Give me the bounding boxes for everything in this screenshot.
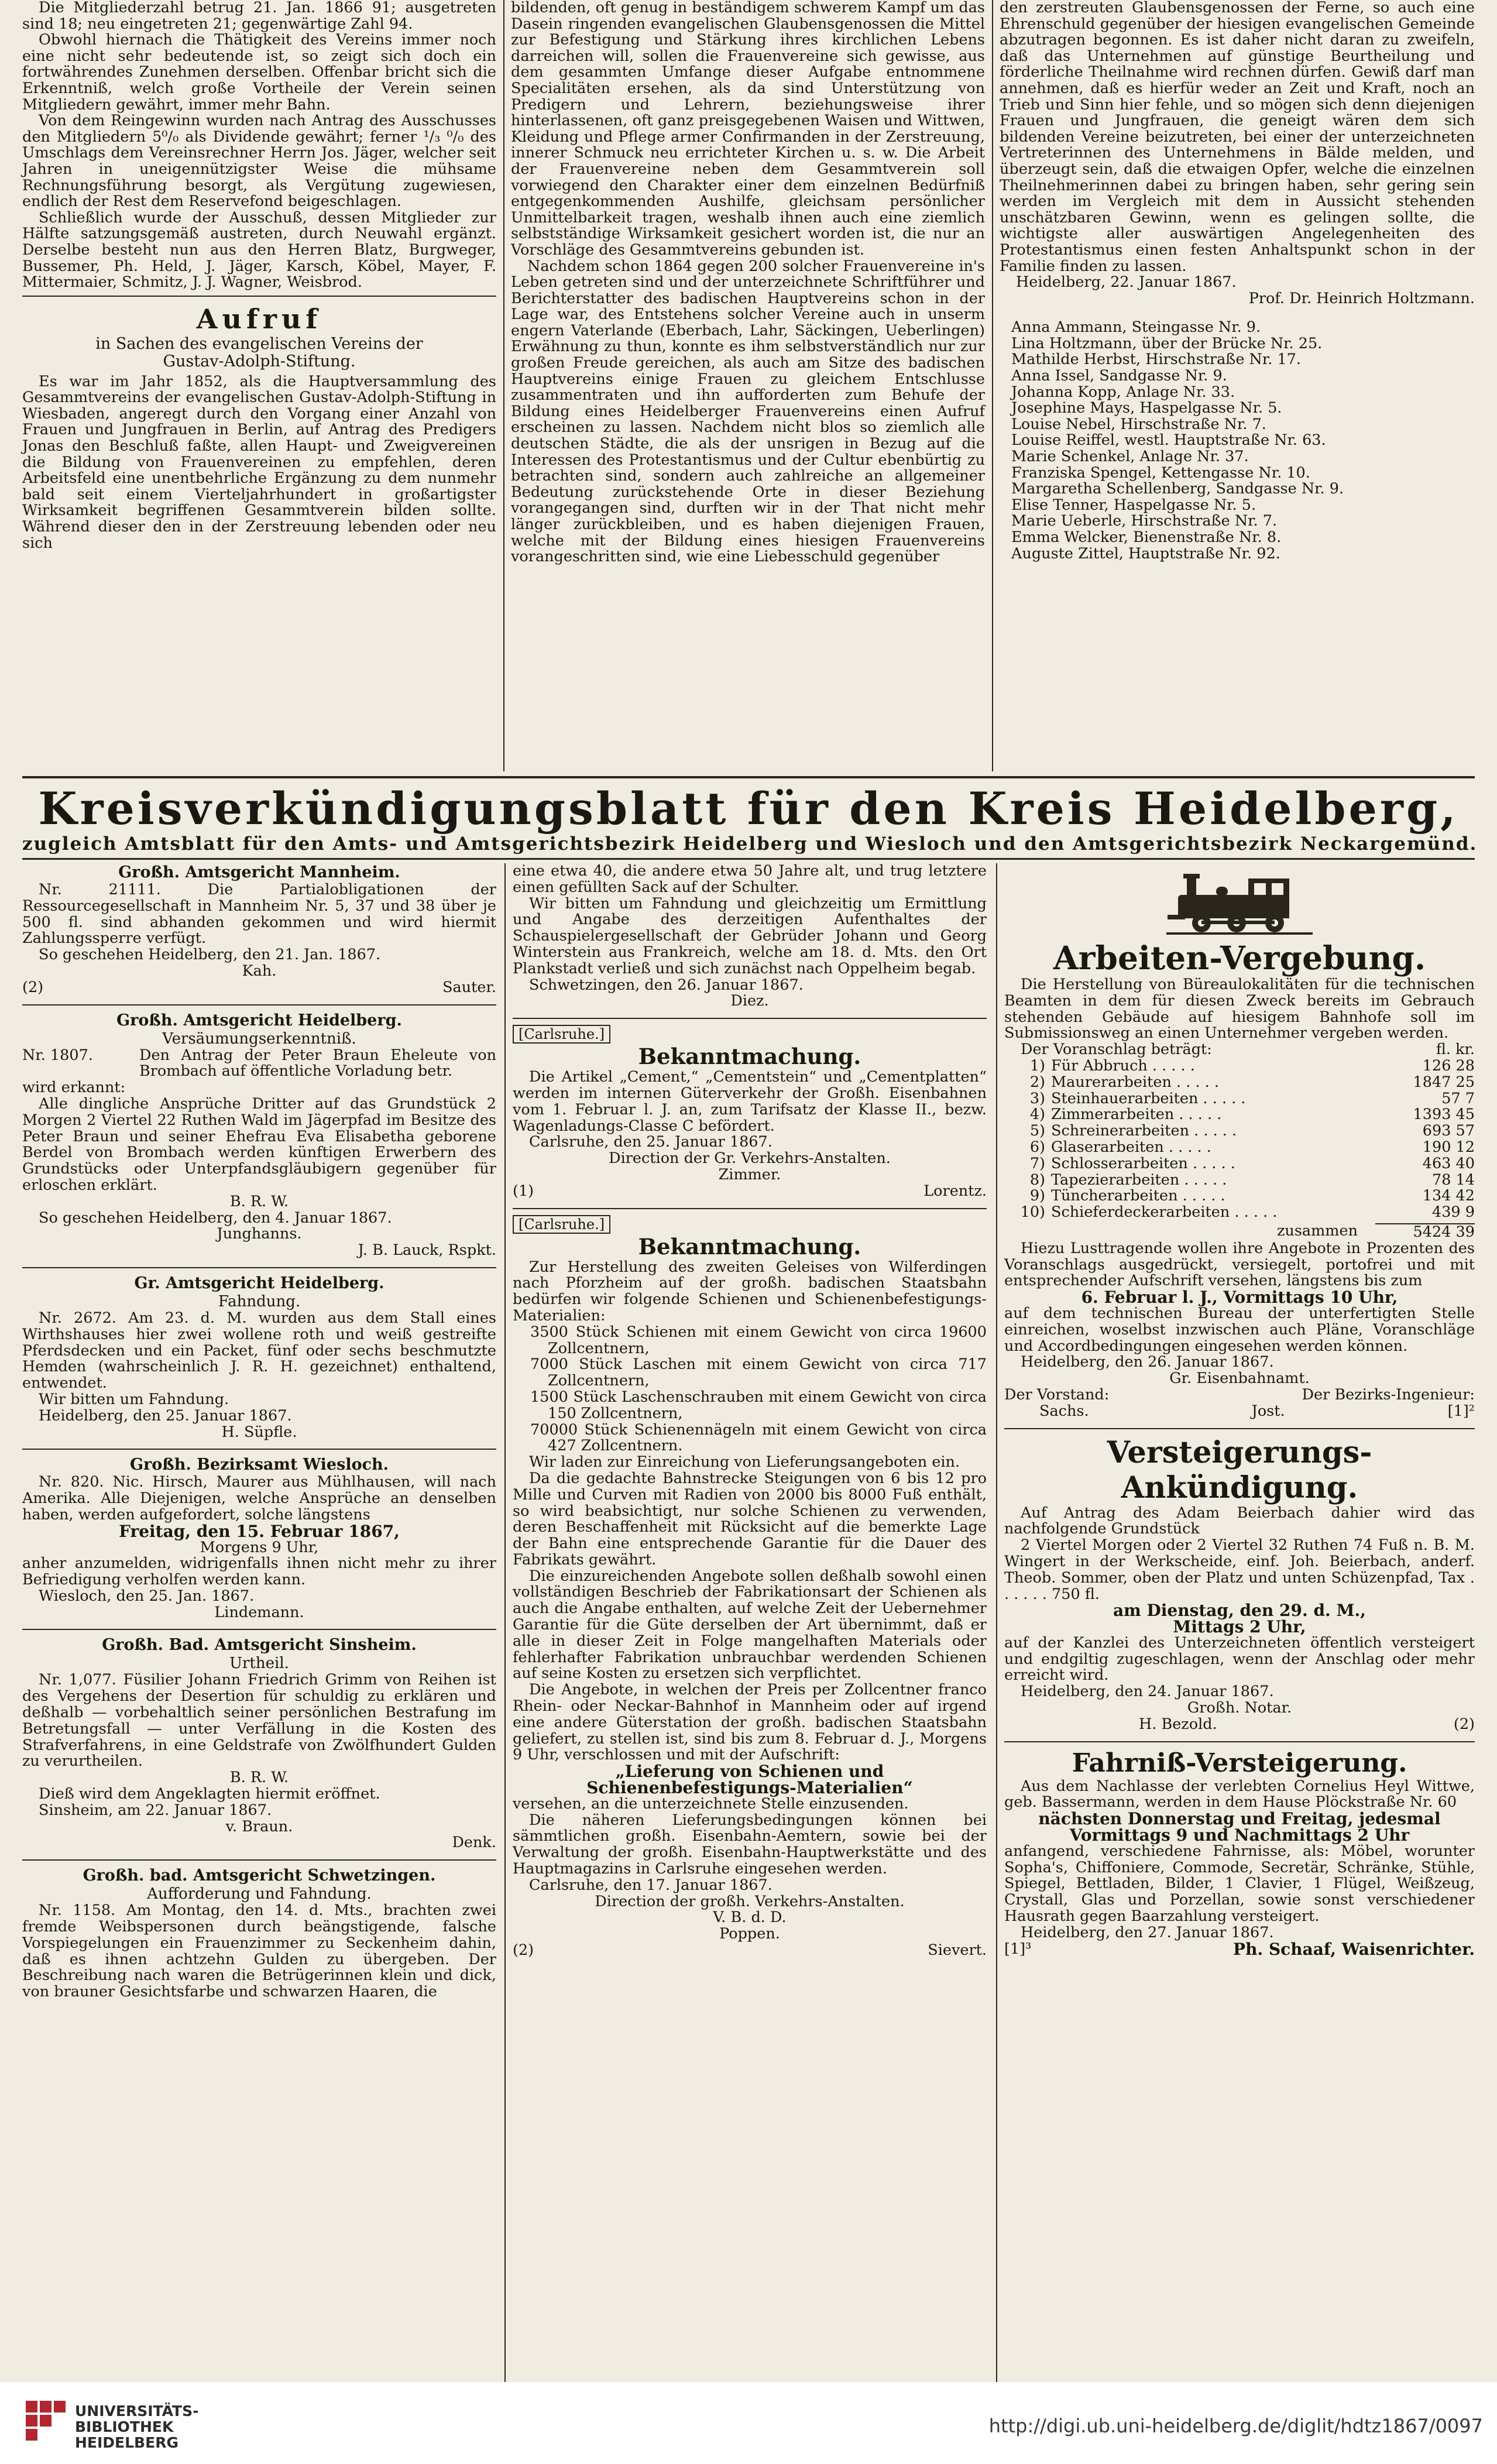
notice-text: Nr. 1,077. Füsilier Johann Friedrich Grimm von Reihen ist des Vergehens der Desertion für schuldig zu erklären und deßhalb — vorbehaltlich seiner persönlichen Bestrafung im Betretungsfall — unter Verfällung in die Kosten des Strafverfahrens, in eine Geldstrafe von Zwölfhundert Gulden zu verurtheilen. [22, 1671, 496, 1770]
aufruf-heading: Aufruf [196, 303, 322, 335]
notice-heading: Gr. Amtsgericht Heidelberg. [134, 1274, 384, 1292]
signatory-entry: Margaretha Schellenberg, Sandgasse Nr. 9. [1011, 480, 1344, 498]
notice-place-box: [Carlsruhe.] [513, 1215, 610, 1234]
notice-subheading: Aufforderung und Fahndung. [147, 1885, 372, 1903]
cost-table-header [1004, 1042, 1475, 1058]
cost-row-value: 439 9 [1431, 1203, 1475, 1221]
notice-signature: v. Braun. [225, 1817, 293, 1835]
notice-text: Nr. 2672. Am 23. d. M. wurden aus dem Stall eines Wirthshauses hier zwei wollene roth und weiß gestreifte Pferdsdecken und ein Packet, fünf oder sechs beschmutzte Hemden (wahrscheinlich J. R. H. gezeichnet) enthaltend, entwendet. [22, 1309, 496, 1392]
ad-versteigerung [1004, 1435, 1475, 1733]
notice-text: Wir laden zur Einreichung von Lieferungsangeboten ein. [529, 1453, 960, 1471]
cost-row [1004, 1091, 1475, 1107]
cost-total-row [1004, 1223, 1475, 1241]
notice-schwetzingen [22, 1866, 496, 2000]
notice-text: Alle dingliche Ansprüche Dritter auf das Grundstück 2 Morgen 2 Viertel 22 Ruthen Wald im Jägerpfad im Besitze des Peter Braun und seiner Ehefrau Eva Elisabetha geborene Berdel von Brombach werden künftigen Erwerbern des Grundstücks oder Unterpfandsgläubigern gegenüber für erloschen erklärt. [22, 1094, 496, 1194]
ad-number: (2) [1453, 1715, 1475, 1733]
bottom-column-2 [513, 863, 987, 1967]
divider [22, 1449, 496, 1450]
cost-row [1004, 1188, 1475, 1204]
notice-inscription: „Lieferung von Schienen und Schienenbefestigungs-Materialien“ [586, 1762, 913, 1798]
signatory-entry: Josephine Mays, Haspelgasse Nr. 5. [1011, 399, 1282, 417]
signatory-entry: Marie Schenkel, Anlage Nr. 37. [1011, 448, 1249, 466]
notice-signature: Sievert. [928, 1941, 987, 1959]
notice-text: Da die gedachte Bahnstrecke Steigungen von 6 bis 12 pro Mille und Curven mit Radien von 2000 bis 8000 Fuß enthält, so wird beabsichtigt, nur solche Schienen zu verwenden, deren Beschaffenheit mit Rücksicht auf die bemerkte Lage der Bahn eine entsprechende Garantie für die Dauer des Fabrikats gewährt. [513, 1469, 987, 1569]
divider [22, 296, 496, 297]
column-rule [996, 863, 997, 2382]
library-name-line: HEIDELBERG [75, 2434, 178, 2451]
ad-text: Aus dem Nachlasse der verlebten Cornelius Heyl Wittwe, geb. Bassermann, werden in dem Hause Plöckstraße Nr. 60 [1004, 1777, 1475, 1811]
notice-mannheim [22, 863, 496, 996]
notice-text: versehen, an die unterzeichnete Stelle einzusenden. [513, 1794, 909, 1813]
notice-signature: Junghanns. [217, 1225, 302, 1243]
ad-signature: H. Bezold. [1139, 1715, 1217, 1733]
cost-row-label: Schieferdeckerarbeiten . . . . . [1051, 1203, 1278, 1221]
signatory-entry: Anna Issel, Sandgasse Nr. 9. [1011, 367, 1227, 385]
ad-title: Fahrniß-Versteigerung. [1072, 1748, 1407, 1778]
ad-number: [1]³ [1004, 1940, 1032, 1958]
notice-text: Nr. 1158. Am Montag, den 14. d. Mts., brachten zwei fremde Weibspersonen durch beängstigende, falsche Vorspiegelungen ein Frauenzimmer zu Seckenheim dahin, daß es ihnen achtzehn Gulden zu übergeben. Der Beschreibung nach waren die Betrügerinnen klein und dick, von brauner Gesichtsfarbe und schwarzen Haaren, die [22, 1902, 496, 2001]
notice-signature: Kah. [242, 962, 277, 980]
notice-time: Morgens 9 Uhr, [200, 1538, 319, 1556]
notice-heading: Großh. Bezirksamt Wiesloch. [129, 1456, 389, 1474]
notice-signature: Lorentz. [923, 1182, 987, 1200]
notice-deadline: Freitag, den 15. Februar 1867, [119, 1521, 400, 1541]
notice-number: (2) [513, 1941, 534, 1959]
cost-row [1004, 1075, 1475, 1091]
aufruf-continued-paragraph: bildenden, oft genug in beständigem schwerem Kampf um das Dasein ringenden evangelischen Glaubensgenossen die Mittel zur Befestigung und Stärkung ihres kirchlichen Lebens darreichen will, sollen die Frauenvereine sich gewisse, aus dem gesammten Umfange dieser Aufgabe entnommene Specialitäten ersehen, als da sind Unterstützung von Predigern und Lehrern, beziehungsweise ihrer hinterlassenen, oft ganz preisgegebenen Waisen und Wittwen, Kleidung und Pflege armer Confirmanden in der Zerstreuung, innerer Schmuck neu errichteter Kirchen u. s. w. Die Arbeit der Frauenvereine neben dem Gesammtverein soll vorwiegend den Charakter einer dem einzelnen Bedürfniß entgegenkommenden Aushilfe, gleichsam persönlicher Unmittelbarkeit tragen, weshalb ihnen auch eine ziemlich selbstständige Wirksamkeit gesichert worden ist, die nur an Vorschläge des Gesammtvereins gebunden ist. [511, 0, 985, 259]
notice-carlsruhe-cement [513, 1025, 987, 1199]
cost-row [1004, 1107, 1475, 1123]
signatory-entry: Louise Nebel, Hirschstraße Nr. 7. [1011, 415, 1266, 433]
ad-number: [1]² [1447, 1402, 1475, 1420]
cost-row-value: 134 42 [1422, 1187, 1475, 1205]
cost-row-label: Für Abbruch . . . . . [1051, 1056, 1195, 1075]
notice-signature: Lindemann. [214, 1603, 304, 1621]
cost-table-label: Der Voranschlag beträgt: [1021, 1041, 1212, 1059]
membership-paragraph: Die Mitgliederzahl betrug 21. Jan. 1866 91; ausgetreten sind 18; neu eingetreten 21; gegenwärtige Zahl 94. [22, 0, 496, 33]
cost-row-value: 1847 25 [1413, 1073, 1475, 1091]
notice-footer-row [22, 980, 496, 996]
top-column-2 [511, 0, 985, 565]
notice-title: Bekanntmachung. [638, 1233, 861, 1260]
top-column-1 [22, 0, 496, 551]
ad-date: Heidelberg, den 27. Januar 1867. [1021, 1923, 1274, 1941]
library-footer [0, 2382, 1497, 2464]
rail-material-item: 1500 Stück Laschenschrauben mit einem Gewicht von circa 150 Zollcentnern, [530, 1388, 987, 1422]
divider [22, 1629, 496, 1630]
notice-text: Die näheren Lieferungsbedingungen können bei sämmtlichen großh. Eisenbahn-Aemtern, sowie bei der Verwaltung der großh. Eisenbahn-Hauptwerkstätte und des Hauptmagazins in Carlsruhe eingesehen werden. [513, 1811, 987, 1878]
rail-material-item: 70000 Stück Schienennägeln mit einem Gewicht von circa 427 Zollcentnern. [530, 1420, 987, 1455]
notice-signature: Poppen. [719, 1925, 780, 1943]
signatory-entry: Anna Ammann, Steingasse Nr. 9. [1011, 318, 1261, 337]
signatory-entry: Johanna Kopp, Anlage Nr. 33. [1011, 383, 1235, 401]
divider [1004, 1741, 1475, 1742]
ad-signature-row [1004, 1403, 1475, 1420]
cost-row [1004, 1204, 1475, 1221]
ad-signature: Sachs. [1039, 1402, 1089, 1420]
cost-row-label: Maurerarbeiten . . . . . [1051, 1073, 1219, 1091]
cost-row-value: 463 40 [1422, 1154, 1475, 1172]
notice-subheading: Versäumungserkenntniß. [162, 1029, 356, 1048]
cost-total-value: 5424 39 [1375, 1223, 1475, 1241]
cost-row-number: 8) [1029, 1171, 1045, 1189]
notice-text: Die Angebote, in welchen der Preis per Zollcentner franco Rhein- oder Neckar-Bahnhof in Mannheim oder auf irgend eine andere Güterstation der großh. badischen Staatsbahn geliefert, zu stellen ist, sind bis zum 8. Februar d. J., Morgens 9 Uhr, verschlossen und mit der Aufschrift: [513, 1681, 987, 1764]
notice-title: Bekanntmachung. [638, 1044, 861, 1070]
ad-signature: Jost. [1251, 1402, 1285, 1420]
notice-carlsruhe-schienen [513, 1215, 987, 1959]
masthead [22, 783, 1478, 854]
cost-row-number: 7) [1029, 1154, 1045, 1172]
aufruf-place-date: Heidelberg, 22. Januar 1867. [1016, 273, 1237, 291]
cost-row-label: Steinhauerarbeiten . . . . . [1051, 1089, 1246, 1107]
notice-heading: Großh. Amtsgericht Heidelberg. [116, 1011, 402, 1029]
cost-row-value: 57 7 [1441, 1089, 1475, 1107]
notice-wiesloch [22, 1456, 496, 1621]
signatories-list [1000, 320, 1475, 562]
notice-text: Zur Herstellung des zweiten Geleises von Wilferdingen nach Pforzheim auf der großh. badischen Staatsbahn bedürfen wir folgende Schienen und Schienenbefestigungs-Materialien: [513, 1258, 987, 1324]
cost-row-label: Schlosserarbeiten . . . . . [1051, 1154, 1235, 1172]
rail-material-item: 3500 Stück Schienen mit einem Gewicht von circa 19600 Zollcentnern, [530, 1323, 987, 1357]
ad-text: auf der Kanzlei des Unterzeichneten öffentlich versteigert und endgiltig zugeschlagen, wenn der Anschlag oder mehr erreicht wird. [1004, 1633, 1475, 1684]
notice-abbreviation: V. B. d. D. [713, 1909, 787, 1927]
library-name-line: UNIVERSITÄTS- [75, 2403, 199, 2420]
section-rule [22, 858, 1475, 860]
cost-row [1004, 1058, 1475, 1075]
notice-footer-row [513, 1943, 987, 1959]
notice-subheading: Fahndung. [218, 1292, 301, 1310]
notice-place-box: [Carlsruhe.] [513, 1025, 610, 1044]
ad-text: Auf Antrag des Adam Beierbach dahier wird das nachfolgende Grundstück [1004, 1504, 1475, 1538]
ad-arbeiten-vergebung [1004, 939, 1475, 1420]
cost-row-number: 9) [1029, 1187, 1045, 1205]
ad-signature-row [1004, 1717, 1475, 1733]
signatory-entry: Lina Holtzmann, über der Brücke Nr. 25. [1011, 334, 1323, 352]
notice-text: Wir bitten um Fahndung und gleichzeitig um Ermittlung und Angabe des derzeitigen Aufenthaltes der Schauspielergesellschaft der Gebrüder Johann und Georg Winterstein aus Frankreich, welche am 18. d. Mts. den Ort Plankstadt verließ und sich zunächst nach Oppelheim begab. [513, 894, 987, 977]
cost-row-number: 5) [1029, 1122, 1045, 1140]
cost-row [1004, 1172, 1475, 1189]
notice-number: Nr. 1807. [22, 1046, 93, 1064]
notice-signature: Sauter. [442, 978, 496, 996]
signatory-entry: Auguste Zittel, Hauptstraße Nr. 92. [1011, 544, 1280, 562]
library-name [75, 2403, 198, 2451]
divider [1004, 1428, 1475, 1429]
notice-number: (1) [513, 1182, 534, 1200]
cost-row [1004, 1123, 1475, 1140]
notice-date: So geschehen Heidelberg, den 4. Januar 1867. [39, 1209, 392, 1227]
notice-date: Wiesloch, den 25. Jan. 1867. [39, 1587, 255, 1605]
notice-heading: Großh. Amtsgericht Mannheim. [118, 863, 400, 881]
activity-paragraph: Obwohl hiernach die Thätigkeit des Vereins immer noch eine nicht sehr bedeutende ist, so zeigt sich doch ein fortwährendes Zunehmen derselben. Offenbar bricht sich die Erkenntniß, welch große Vortheile der Verein seinen Mitgliedern gewährt, immer mehr Bahn. [22, 31, 496, 114]
cost-row-value: 190 12 [1422, 1138, 1475, 1156]
notice-text: Nr. 820. Nic. Hirsch, Maurer aus Mühlhausen, will nach Amerika. Alle Diejenigen, welche Ansprüche an denselben haben, werden aufgefordert, solche längstens [22, 1473, 496, 1523]
ad-signature-row [1004, 1941, 1475, 1958]
notice-footer-row [513, 1183, 987, 1200]
digitization-url[interactable]: http://digi.ub.uni-heidelberg.de/diglit/hdtz1867/0097 [988, 2415, 1483, 2437]
ad-deadline: 6. Februar l. J., Vormittags 10 Uhr, [1081, 1288, 1398, 1308]
ad-text: Hiezu Lusttragende wollen ihre Angebote in Prozenten des Voranschlags ausgedrückt, versiegelt, portofrei und mit entsprechender Aufschrift versehen, längstens bis zum [1004, 1239, 1475, 1290]
notice-signature: H. Süpfle. [221, 1423, 297, 1441]
notice-heading: Großh. bad. Amtsgericht Schwetzingen. [83, 1866, 436, 1885]
notice-abbreviation: B. R. W. [229, 1192, 289, 1210]
notice-case-row [22, 1048, 496, 1080]
signatory-entry: Elise Tenner, Haspelgasse Nr. 5. [1011, 496, 1256, 514]
ad-time: Mittags 2 Uhr, [1173, 1617, 1306, 1637]
newspaper-page [22, 0, 1478, 2382]
ad-text: auf dem technischen Bureau der unterfertigten Stelle einreichen, woselbst inzwischen auch Pläne, Voranschläge und Accordbedingungen eingesehen werden können. [1004, 1304, 1475, 1355]
divider [22, 1267, 496, 1268]
signatory-entry: Franziska Spengel, Kettengasse Nr. 10. [1011, 464, 1310, 482]
cost-row-value: 78 14 [1431, 1171, 1475, 1189]
bottom-column-3 [1004, 863, 1475, 1965]
cost-row-number: 1) [1029, 1056, 1045, 1075]
column-rule [992, 0, 993, 771]
notice-abbreviation: B. R. W. [229, 1769, 289, 1787]
cost-table-units: fl. kr. [1436, 1041, 1475, 1059]
notice-signature: Denk. [452, 1834, 496, 1852]
aufruf-subheading-1: in Sachen des evangelischen Vereins der [95, 334, 423, 353]
notice-date: Sinsheim, am 22. Januar 1867. [39, 1801, 272, 1819]
notice-verdict: wird erkannt: [22, 1079, 126, 1097]
notice-date: So geschehen Heidelberg, den 21. Jan. 1867. [39, 946, 381, 964]
column-rule [504, 863, 506, 2382]
cost-row-value: 126 28 [1422, 1056, 1475, 1075]
ad-text: Die Herstellung von Büreaulokalitäten für die technischen Beamten in dem für diesen Zweck bereits im Gebrauch stehenden Gebäude auf hiesigem Bahnhofe soll im Submissionsweg an einen Unternehmer vergeben werden. [1004, 976, 1475, 1042]
locomotive-icon [1160, 867, 1319, 937]
signatory-entry: Emma Welcker, Bienenstraße Nr. 8. [1011, 529, 1282, 546]
section-rule [22, 776, 1475, 778]
ad-deadline: nächsten Donnerstag und Freitag, jedesmal Vormittags 9 und Nachmittags 2 Uhr [1038, 1809, 1441, 1845]
notice-text: Die einzureichenden Angebote sollen deßhalb sowohl einen vollständigen Beschrieb der Fabrikationsart der Schienen als auch die Angabe enthalten, auf welche Zeit der Uebernehmer Garantie für die Güte derselben der Art übernimmt, daß er alle in dieser Zeit in Folge mangelhaften Materials oder fehlerhafter Fabrikation unbrauchbar werdenden Schienen auf seine Kosten zu ersetzen sich verpflichtet. [513, 1567, 987, 1683]
cost-row-number: 2) [1029, 1073, 1045, 1091]
notice-heading: Großh. Bad. Amtsgericht Sinsheim. [102, 1636, 417, 1655]
ad-fahrniss-versteigerung [1004, 1748, 1475, 1958]
notice-date: Carlsruhe, den 25. Januar 1867. [529, 1133, 772, 1151]
masthead-subtitle: zugleich Amtsblatt für den Amts- und Amtsgerichtsbezirk Heidelberg und Wiesloch und den Amtsgerichtsbezirk Neckargemünd. [22, 833, 1478, 854]
cost-row-number: 4) [1029, 1106, 1045, 1124]
notice-heidelberg-versaeumung [22, 1011, 496, 1259]
ad-title: Arbeiten-Vergebung. [1053, 939, 1426, 977]
cost-row-value: 1393 45 [1413, 1106, 1475, 1124]
cost-row-label: Tüncherarbeiten . . . . . [1051, 1187, 1225, 1205]
signatory-entry: Louise Reiffel, westl. Hauptstraße Nr. 63. [1011, 431, 1326, 449]
bottom-section [22, 863, 1475, 2382]
notice-text: Nr. 21111. Die Partialobligationen der Ressourcegesellschaft in Mannheim Nr. 5, 37 und 38 über je 500 fl. sind abhanden gekommen und wird hiermit Zahlungssperre verfügt. [22, 881, 496, 948]
signatory-entry: Mathilde Herbst, Hirschstraße Nr. 17. [1011, 351, 1301, 369]
cost-row-label: Zimmerarbeiten . . . . . [1051, 1106, 1222, 1124]
notice-request: Wir bitten um Fahndung. [39, 1390, 229, 1408]
cost-row [1004, 1156, 1475, 1172]
ad-date: Heidelberg, den 24. Januar 1867. [1021, 1683, 1274, 1701]
masthead-title: Kreisverkündigungsblatt für den Kreis Heidelberg, [38, 783, 1459, 835]
column-rule [503, 0, 504, 771]
notice-date: Carlsruhe, den 17. Januar 1867. [529, 1876, 772, 1894]
aufruf-signer: Prof. Dr. Heinrich Holtzmann. [1248, 289, 1475, 307]
aufruf-subheading-2: Gustav-Adolph-Stiftung. [163, 352, 356, 370]
cost-row-label: Glaserarbeiten . . . . . [1051, 1138, 1211, 1156]
ad-signature-label: Der Bezirks-Ingenieur: [1302, 1385, 1475, 1403]
cost-row-label: Schreinerarbeiten . . . . . [1051, 1122, 1237, 1140]
aufruf-paragraph: Es war im Jahr 1852, als die Hauptversammlung des Gesammtvereins der evangelischen Gustav-Adolph-Stiftung in Wiesbaden, angeregt durch den Vorgang einer Anzahl von Frauen und Jungfrauen in Berlin, auf Antrag des Predigers Jonas den Beschluß faßte, allen Haupt- und Zweigvereinen die Bildung von Frauenvereinen zu empfehlen, deren Arbeitsfeld eine unentbehrliche Ergänzung zu dem nunmehr bald seit einem Vierteljahrhundert in großartigster Wirksamkeit begriffenen Gesammtverein bilden sollte. Während dieser den in der Zerstreuung lebenden oder neu sich [22, 372, 496, 552]
notice-schwetzingen-continued [513, 863, 987, 1010]
top-section [22, 0, 1475, 771]
ad-deadline: am Dienstag, den 29. d. M., [1113, 1601, 1366, 1621]
divider [513, 1208, 987, 1209]
notice-text: anher anzumelden, widrigenfalls ihnen nicht mehr zu ihrer Befriedigung verholfen werden kann. [22, 1554, 496, 1589]
rail-material-list [513, 1324, 987, 1454]
top-column-3 [1000, 0, 1475, 562]
ad-text: anfangend, verschiedene Fahrnisse, als: Möbel, worunter Sopha's, Chiffoniere, Commode, Secretär, Schränke, Stühle, Spiegel, Bettladen, Bilder, 1 Clavier, 1 Flügel, Weißzeug, Crystall, Glas und Porzellan, sowie sonst verschiedener Hausrath gegen Baarzahlung versteigert. [1004, 1842, 1475, 1926]
cost-total-label: zusammen [1276, 1221, 1358, 1240]
ad-office: Gr. Eisenbahnamt. [1169, 1370, 1310, 1388]
cost-row-value: 693 57 [1422, 1122, 1475, 1140]
notice-direction: Direction der Gr. Verkehrs-Anstalten. [609, 1149, 891, 1168]
ad-signature-label: Der Vorstand: [1004, 1385, 1110, 1403]
notice-sinsheim [22, 1636, 496, 1851]
ad-item: 2 Viertel Morgen oder 2 Viertel 32 Ruthen 74 Fuß n. B. M. Wingert in der Werkscheide, einf. Joh. Beierbach, anderf. Theob. Sommer, oben der Platz und unten Schüzenpfad, Tax . . . . . . 750 fl. [1004, 1536, 1475, 1603]
cost-row-label: Tapezierarbeiten . . . . . [1051, 1171, 1227, 1189]
notice-heidelberg-fahndung [22, 1274, 496, 1440]
cost-table [1004, 1058, 1475, 1221]
ad-signature-row [1004, 1387, 1475, 1403]
cost-row-number: 6) [1029, 1138, 1045, 1156]
notice-number: (2) [22, 978, 44, 996]
notice-direction: Direction der großh. Verkehrs-Anstalten. [595, 1892, 905, 1910]
aufruf-closing-paragraph: den zerstreuten Glaubensgenossen der Ferne, so auch eine Ehrenschuld gegenüber der hiesigen evangelischen Gemeinde abzutragen begonnen. Es ist daher nicht daran zu zweifeln, daß das Unternehmen auf günstige Beurtheilung und förderliche Theilnahme wird rechnen dürfen. Gewiß darf man annehmen, daß es hierfür weder an Zeit und Kraft, noch an Trieb und Sinn hier fehle, und so mögen sich denn diejenigen Frauen und Jungfrauen, die geneigt wären dem sich bildenden Vereine beizutreten, bei einer der unterzeichneten Vertreterinnen des Unternehmens in Bälde melden, und überzeugt sein, daß die etwaigen Opfer, welche die einzelnen Theilnehmerinnen dabei zu bringen haben, sehr gering sein werden im Vergleich mit dem in Aussicht stehenden unschätzbaren Gewinn, wenn es gelingen sollte, die wichtigste aller auswärtigen Angelegenheiten des Protestantismus einen festen Anhaltspunkt schon in der Familie finden zu lassen. [1000, 0, 1475, 275]
cost-row [1004, 1140, 1475, 1156]
notice-text: Die Artikel „Cement,“ „Cementstein“ und „Cementplatten“ werden im internen Güterverkehr der Großh. Eisenbahnen vom 1. Februar l. J. an, zum Tarifsatz der Klasse II., bezw. Wagenladungs-Classe C befördert. [513, 1068, 987, 1135]
notice-case: Den Antrag der Peter Braun Eheleute von Brombach auf öffentliche Vorladung betr. [139, 1046, 496, 1080]
cost-row-number: 3) [1029, 1089, 1045, 1107]
ad-title: Versteigerungs-Ankündigung. [1107, 1435, 1372, 1505]
ad-signature: Ph. Schaaf, Waisenrichter. [1233, 1939, 1475, 1959]
notice-subheading: Urtheil. [229, 1655, 289, 1673]
signatory-entry: Marie Ueberle, Hirschstraße Nr. 7. [1011, 512, 1278, 530]
divider [513, 1018, 987, 1019]
notice-text: eine etwa 40, die andere etwa 50 Jahre alt, und trug letztere einen gefüllten Sack auf der Schulter. [513, 862, 987, 896]
notice-text: Dieß wird dem Angeklagten hiermit eröffnet. [39, 1785, 380, 1803]
cost-row-number: 10) [1020, 1203, 1045, 1221]
divider [22, 1004, 496, 1005]
divider [22, 1859, 496, 1861]
notice-signature: J. B. Lauck, Rspkt. [358, 1241, 496, 1260]
notice-signature: Diez. [730, 992, 769, 1010]
notice-date: Heidelberg, den 25. Januar 1867. [39, 1406, 292, 1425]
bottom-column-1 [22, 863, 496, 2009]
ad-date: Heidelberg, den 26. Januar 1867. [1021, 1353, 1274, 1371]
dividend-paragraph: Von dem Reingewinn wurden nach Antrag des Ausschusses den Mitgliedern 5⁰/₀ als Dividende gewährt; ferner ¹/₃ ⁰/₀ des Umschlags dem Vereinsrechner Herrn Jos. Jäger, welcher seit Jahren in uneigennützigster Weise die mühsame Rechnungsführung besorgt, als Vergütung zugewiesen, endlich der Rest dem Reservefond beigeschlagen. [22, 112, 496, 211]
ad-office: Großh. Notar. [1187, 1699, 1292, 1717]
university-library-logo-icon [22, 2397, 68, 2449]
notice-date: Schwetzingen, den 26. Januar 1867. [529, 976, 804, 994]
committee-paragraph: Schließlich wurde der Ausschuß, dessen Mitglieder zur Hälfte satzungsgemäß austreten, durch Neuwahl ergänzt. Derselbe besteht nun aus den Herren Blatz, Burgweger, Bussemer, Ph. Held, J. Jäger, Karsch, Köbel, Mayer, F. Mittermaier, Schmitz, J. J. Wagner, Weisbrod. [22, 208, 496, 291]
rail-material-item: 7000 Stück Laschen mit einem Gewicht von circa 717 Zollcentnern, [530, 1355, 987, 1390]
frauenverein-paragraph: Nachdem schon 1864 gegen 200 solcher Frauenvereine in's Leben getreten sind und der unterzeichnete Schriftführer und Berichterstatter des badischen Hauptvereins schon in der Lage war, des Entstehens solcher Vereine auch in unserm engern Vaterlande (Eberbach, Lahr, Säckingen, Ueberlingen) Erwähnung zu thun, konnte es ihm selbstverständlich nur zur großen Freude gereichen, als auch am Sitze des badischen Hauptvereins einige Frauen zu gleichem Entschlusse zusammentraten und ihn aufforderten zum Behufe der Bildung eines Heidelberger Frauenvereins einen Aufruf erscheinen zu lassen. Nachdem nicht blos so ziemlich alle deutschen Städte, die als der unsrigen in Bezug auf die Interessen des Protestantismus und der Cultur ebenbürtig zu betrachten sind, sondern auch zahlreiche an allgemeiner Bedeutung zurückstehende Orte in dieser Beziehung vorangegangen sind, durften wir in der That nicht mehr länger zurückbleiben, und es haben diejenigen Frauen, welche mit der Bildung eines hiesigen Frauenvereins vorangeschritten sind, wie eine Liebesschuld gegenüber [511, 257, 985, 566]
notice-signature: Zimmer. [718, 1165, 781, 1183]
library-name-line: BIBLIOTHEK [75, 2418, 174, 2435]
